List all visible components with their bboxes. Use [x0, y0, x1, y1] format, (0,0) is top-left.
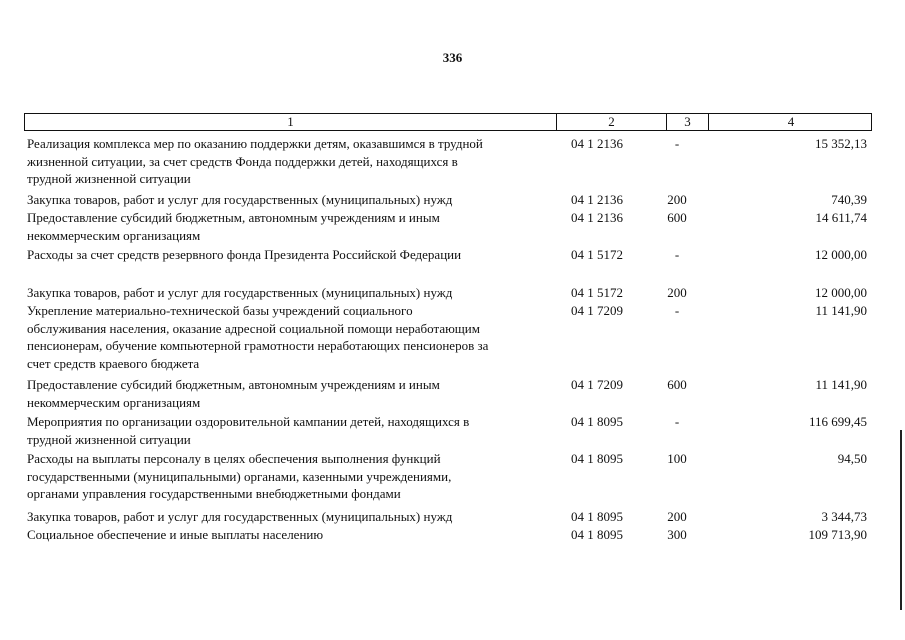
row-amount: 11 141,90	[815, 377, 867, 392]
description-line: Реализация комплекса мер по оказанию поддержки детям, оказавшимся в трудной	[27, 136, 483, 151]
description-line: Предоставление субсидий бюджетным, автономным учреждениям и иным	[27, 210, 440, 225]
row-expense-type: -	[674, 414, 680, 429]
row-amount: 740,39	[831, 192, 867, 207]
description-line: трудной жизненной ситуации	[27, 171, 191, 186]
description-line: Закупка товаров, работ и услуг для государственных (муниципальных) нужд	[27, 192, 453, 207]
description-line: жизненной ситуации, за счет средств Фонда поддержки детей, находящихся в	[27, 153, 458, 169]
row-amount: 12 000,00	[815, 247, 867, 262]
row-amount: 116 699,45	[808, 414, 867, 429]
row-description	[27, 376, 557, 411]
description-line: Расходы за счет средств резервного фонда Президента Российской Федерации	[27, 247, 462, 262]
description-line: некоммерческим организациям	[27, 227, 201, 243]
row-code: 04 1 2136	[571, 210, 623, 225]
description-line: счет средств краевого бюджета	[27, 355, 200, 371]
page-number: 336	[442, 50, 463, 65]
row-expense-type: -	[674, 136, 680, 151]
scan-margin-line	[900, 430, 902, 610]
row-amount: 12 000,00	[815, 285, 867, 300]
header-col-1: 1	[25, 114, 557, 130]
row-amount: 15 352,13	[815, 136, 867, 151]
row-expense-type: 300	[667, 527, 687, 542]
row-code: 04 1 5172	[571, 247, 623, 262]
description-line: обслуживания населения, оказание адресной социальной помощи неработающим	[27, 320, 480, 336]
row-description	[27, 413, 557, 448]
description-line: Предоставление субсидий бюджетным, автономным учреждениям и иным	[27, 377, 440, 392]
header-col-4: 4	[787, 114, 795, 129]
row-amount: 109 713,90	[808, 527, 867, 542]
header-col-3: 3	[667, 114, 709, 130]
description-line: Расходы на выплаты персоналу в целях обеспечения выполнения функций	[27, 451, 441, 466]
row-code: 04 1 2136	[571, 192, 623, 207]
row-description	[27, 191, 557, 209]
row-description	[27, 135, 557, 188]
row-amount: 3 344,73	[821, 509, 867, 524]
row-description	[27, 302, 557, 372]
row-code: 04 1 8095	[571, 527, 623, 542]
table-header	[24, 113, 872, 131]
row-expense-type: 200	[667, 509, 687, 524]
row-description	[27, 450, 557, 503]
row-expense-type: 200	[667, 192, 687, 207]
row-expense-type: -	[674, 303, 680, 318]
row-description	[27, 508, 557, 526]
row-code: 04 1 7209	[571, 303, 623, 318]
row-description	[27, 209, 557, 244]
description-line: трудной жизненной ситуации	[27, 431, 191, 447]
row-expense-type: -	[674, 247, 680, 262]
row-expense-type: 100	[667, 451, 687, 466]
row-code: 04 1 8095	[571, 414, 623, 429]
row-code: 04 1 8095	[571, 509, 623, 524]
description-line: органами управления государственными внебюджетными фондами	[27, 486, 401, 501]
row-description	[27, 526, 557, 544]
row-code: 04 1 5172	[571, 285, 623, 300]
row-amount: 14 611,74	[815, 210, 867, 225]
description-line: Укрепление материально-технической базы учреждений социального	[27, 303, 413, 318]
header-col-2: 2	[557, 114, 667, 130]
description-line: некоммерческим организациям	[27, 394, 201, 410]
description-line: государственными (муниципальными) органами, казенными учреждениями,	[27, 468, 452, 484]
row-code: 04 1 7209	[571, 377, 623, 392]
description-line: Закупка товаров, работ и услуг для государственных (муниципальных) нужд	[27, 285, 453, 300]
row-description	[27, 284, 557, 302]
row-code: 04 1 8095	[571, 451, 623, 466]
row-code: 04 1 2136	[571, 136, 623, 151]
row-expense-type: 200	[667, 285, 687, 300]
row-amount: 94,50	[837, 451, 867, 466]
row-amount: 11 141,90	[815, 303, 867, 318]
description-line: Социальное обеспечение и иные выплаты населению	[27, 527, 324, 542]
row-description	[27, 246, 557, 264]
row-expense-type: 600	[667, 210, 687, 225]
description-line: Закупка товаров, работ и услуг для государственных (муниципальных) нужд	[27, 509, 453, 524]
description-line: Мероприятия по организации оздоровительной кампании детей, находящихся в	[27, 414, 470, 429]
row-expense-type: 600	[667, 377, 687, 392]
description-line: пенсионерам, обучение компьютерной грамотности неработающих пенсионеров за	[27, 338, 489, 353]
